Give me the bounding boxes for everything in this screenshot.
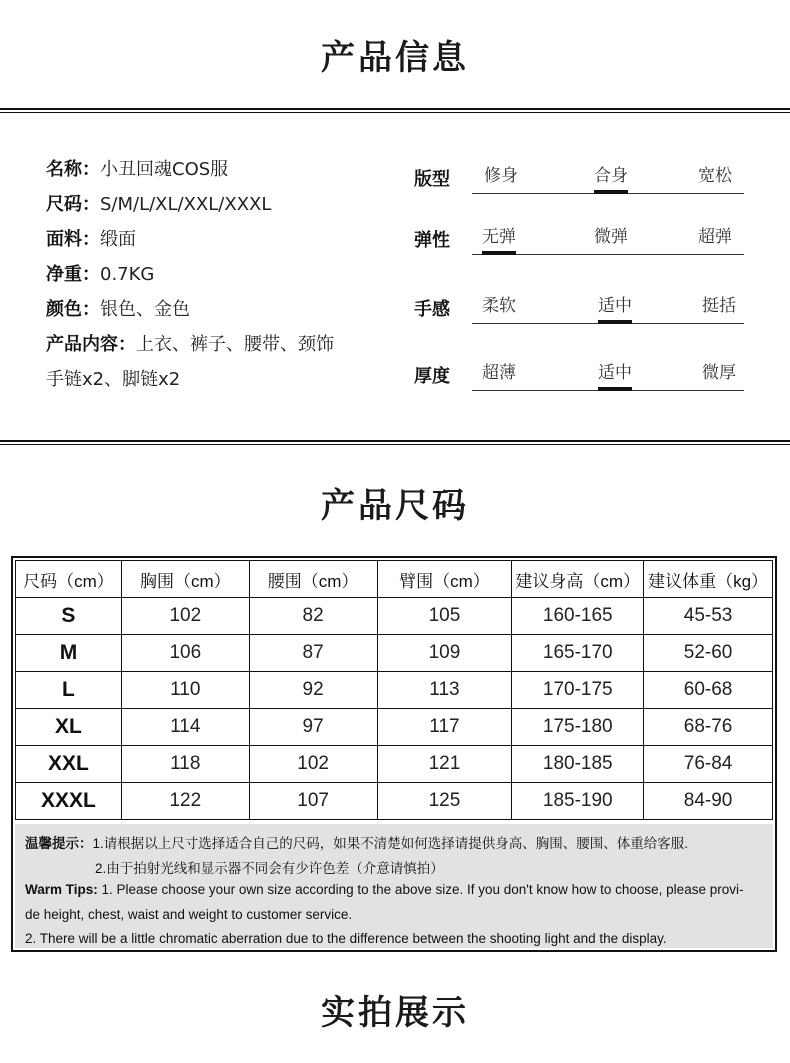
scale-feel xyxy=(414,285,744,335)
size-cell: S xyxy=(16,598,122,635)
table-row xyxy=(16,783,773,820)
table-cell: 109 xyxy=(377,635,512,672)
table-cell: 87 xyxy=(249,635,377,672)
size-cell: XXL xyxy=(16,746,122,783)
table-cell: 45-53 xyxy=(644,598,773,635)
scale-option-selected: 合身 xyxy=(594,161,628,186)
table-row xyxy=(16,635,773,672)
info-size: 尺码：S/M/L/XL/XXL/XXXL xyxy=(46,194,272,215)
scale-option: 微弹 xyxy=(594,227,628,247)
table-cell: 175-180 xyxy=(512,709,644,746)
scale-option: 超弹 xyxy=(698,227,732,247)
scale-option: 挺括 xyxy=(702,296,736,316)
table-cell: 76-84 xyxy=(644,746,773,783)
scale-label: 弹性 xyxy=(414,230,450,251)
scale-option: 微厚 xyxy=(702,363,736,383)
tips-cn-line1: 温馨提示：1.请根据以上尺寸选择适合自己的尺码，如果不清楚如何选择请提供身高、胸围、腰围、体重给客服. xyxy=(25,836,689,851)
table-cell: 92 xyxy=(249,672,377,709)
table-cell: 165-170 xyxy=(512,635,644,672)
scale-fit xyxy=(414,155,744,205)
tips-cn-line2: 2.由于拍射光线和显示器不同会有少许色差（介意请慎拍） xyxy=(95,861,444,876)
table-cell: 125 xyxy=(377,783,512,820)
product-details xyxy=(46,152,386,397)
product-size-title: 产品尺码 xyxy=(321,486,469,526)
table-cell: 185-190 xyxy=(512,783,644,820)
info-contents-continued: 手链x2、脚链x2 xyxy=(46,369,181,390)
info-color: 颜色：银色、金色 xyxy=(46,299,190,320)
scale-option: 柔软 xyxy=(482,296,516,316)
product-info-title: 产品信息 xyxy=(321,38,469,78)
col-header: 建议身高（cm） xyxy=(512,561,644,598)
table-cell: 52-60 xyxy=(644,635,773,672)
divider xyxy=(0,108,790,113)
scale-option: 修身 xyxy=(484,166,518,186)
size-table xyxy=(15,560,773,820)
info-fabric: 面料：缎面 xyxy=(46,229,136,250)
tips-en-line2: de height, chest, waist and weight to customer service. xyxy=(25,907,353,922)
real-photos-title: 实拍展示 xyxy=(321,993,469,1033)
table-cell: 170-175 xyxy=(512,672,644,709)
info-name: 名称：小丑回魂COS服 xyxy=(46,159,229,180)
scale-option-selected: 无弹 xyxy=(482,222,516,247)
table-row xyxy=(16,746,773,783)
table-header-row xyxy=(16,561,773,598)
table-row xyxy=(16,709,773,746)
table-cell: 117 xyxy=(377,709,512,746)
table-cell: 113 xyxy=(377,672,512,709)
table-cell: 84-90 xyxy=(644,783,773,820)
table-cell: 82 xyxy=(249,598,377,635)
scale-thickness xyxy=(414,352,744,402)
tips-en-line1: Warm Tips: 1. Please choose your own size according to the above size. If you don't know how to choose, please provi- xyxy=(25,882,744,897)
scale-label: 厚度 xyxy=(414,366,450,387)
table-cell: 106 xyxy=(121,635,249,672)
scale-label: 版型 xyxy=(414,169,450,190)
table-cell: 118 xyxy=(121,746,249,783)
table-cell: 105 xyxy=(377,598,512,635)
col-header: 腰围（cm） xyxy=(249,561,377,598)
table-cell: 97 xyxy=(249,709,377,746)
col-header: 胸围（cm） xyxy=(121,561,249,598)
scale-label: 手感 xyxy=(414,299,450,320)
size-cell: XL xyxy=(16,709,122,746)
col-header: 尺码（cm） xyxy=(16,561,122,598)
table-row xyxy=(16,672,773,709)
scale-option: 宽松 xyxy=(698,166,732,186)
table-cell: 68-76 xyxy=(644,709,773,746)
table-cell: 180-185 xyxy=(512,746,644,783)
size-cell: M xyxy=(16,635,122,672)
divider xyxy=(0,440,790,445)
table-cell: 114 xyxy=(121,709,249,746)
table-cell: 160-165 xyxy=(512,598,644,635)
table-cell: 107 xyxy=(249,783,377,820)
scale-option: 超薄 xyxy=(482,363,516,383)
size-cell: XXXL xyxy=(16,783,122,820)
scale-option-selected: 适中 xyxy=(598,291,632,316)
scale-stretch xyxy=(414,216,744,266)
table-cell: 102 xyxy=(249,746,377,783)
scale-option-selected: 适中 xyxy=(598,358,632,383)
info-weight: 净重：0.7KG xyxy=(46,264,155,285)
table-cell: 122 xyxy=(121,783,249,820)
col-header: 臂围（cm） xyxy=(377,561,512,598)
info-contents: 产品内容：上衣、裤子、腰带、颈饰 xyxy=(46,334,334,355)
table-cell: 60-68 xyxy=(644,672,773,709)
table-cell: 121 xyxy=(377,746,512,783)
size-chart xyxy=(11,556,777,952)
tips-en-line3: 2. There will be a little chromatic aberration due to the difference between the shooting light and the display. xyxy=(25,931,667,946)
size-cell: L xyxy=(16,672,122,709)
table-cell: 102 xyxy=(121,598,249,635)
warm-tips-box xyxy=(15,824,773,948)
table-cell: 110 xyxy=(121,672,249,709)
table-row xyxy=(16,598,773,635)
col-header: 建议体重（kg） xyxy=(644,561,773,598)
